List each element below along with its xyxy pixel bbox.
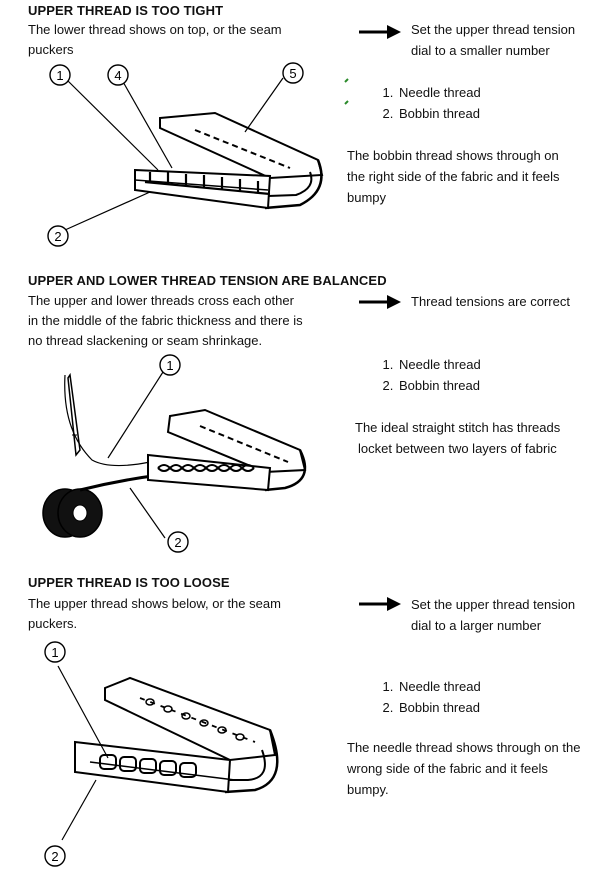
section-3-note: The needle thread shows through on the wrong side of the fabric and it feels bumpy. — [347, 740, 581, 797]
callout-1: 1 — [166, 358, 174, 373]
section-2-note: The ideal straight stitch has threads locket between two layers of fabric — [355, 420, 561, 456]
section-1-note: The bobbin thread shows through on the right side of the fabric and it feels bumpy — [347, 148, 560, 205]
section-1-description: The lower thread shows on top, or the seam puckers — [28, 22, 282, 57]
callout-4: 4 — [114, 68, 122, 83]
right-arrow-icon — [357, 294, 403, 310]
list-item: 1. Needle thread — [397, 354, 481, 375]
section-3-action: Set the upper thread tension dial to a larger number — [411, 597, 576, 633]
list-item: 2. Bobbin thread — [397, 697, 481, 718]
section-2-heading: UPPER AND LOWER THREAD TENSION ARE BALANCED — [28, 273, 387, 288]
section-1-action: Set the upper thread tension dial to a smaller number — [411, 22, 576, 58]
callout-1: 1 — [51, 645, 59, 660]
callout-1: 1 — [56, 68, 64, 83]
section-2-description: The upper and lower threads cross each other in the middle of the fabric thickness and there is no thread slackening or seam shrinkage. — [28, 293, 303, 348]
list-item: 1. Needle thread — [397, 676, 481, 697]
balanced-thread-illustration — [0, 350, 601, 560]
section-1-heading: UPPER THREAD IS TOO TIGHT — [28, 3, 224, 18]
tight-thread-illustration — [0, 0, 601, 260]
loose-thread-illustration — [0, 630, 601, 876]
callout-2: 2 — [54, 229, 62, 244]
section-3-description: The upper thread shows below, or the seam puckers. — [28, 596, 281, 631]
section-2-action: Thread tensions are correct — [411, 294, 570, 309]
callout-2: 2 — [174, 535, 182, 550]
list-item: 2. Bobbin thread — [397, 103, 481, 124]
callout-5: 5 — [289, 66, 297, 81]
callout-2: 2 — [51, 849, 59, 864]
section-3-heading: UPPER THREAD IS TOO LOOSE — [28, 575, 230, 590]
list-item: 1. Needle thread — [397, 82, 481, 103]
right-arrow-icon — [357, 596, 403, 612]
list-item: 2. Bobbin thread — [397, 375, 481, 396]
